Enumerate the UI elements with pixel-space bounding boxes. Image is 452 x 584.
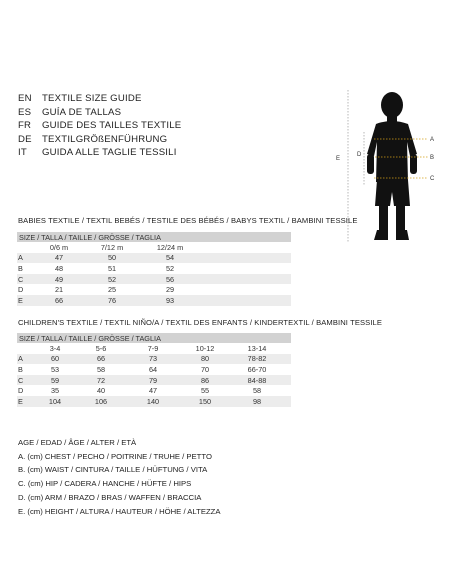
table-row [17, 284, 291, 295]
legend-item: A. (cm) CHEST / PECHO / POITRINE / TRUHE / PETTO [18, 451, 212, 461]
babies-section-title: BABIES TEXTILE / TEXTIL BEBÉS / TESTILE DES BÉBÉS / BABYS TEXTIL / BAMBINI TESSILE [18, 216, 358, 225]
table-cell: 79 [127, 375, 179, 386]
table-cell: 66-70 [247, 364, 267, 374]
language-row-it [18, 146, 181, 160]
table-cell: 58 [96, 364, 106, 374]
language-title: GUÍA DE TALLAS [42, 106, 122, 118]
language-title: GUIDE DES TAILLES TEXTILE [42, 120, 182, 132]
table-row [17, 364, 291, 375]
size-label: 7/12 m [100, 242, 124, 252]
legend-item: C. (cm) HIP / CADERA / HANCHE / HÜFTE / HIPS [18, 479, 192, 489]
legend-item: AGE / EDAD / ÂGE / ALTER / ETÀ [18, 438, 137, 447]
table-cell: 52 [165, 263, 175, 273]
language-title: TEXTILGRÖßENFÜHRUNG [42, 133, 168, 145]
table-row [17, 375, 291, 386]
language-code: DE [18, 133, 32, 145]
language-title: TEXTILE SIZE GUIDE [42, 93, 142, 104]
table-row [17, 274, 291, 285]
table-cell: 25 [107, 285, 117, 295]
size-header: SIZE / TALLA / TAILLE / GRÖSSE / TAGLIA [17, 333, 291, 343]
table-cell: 50 [83, 253, 141, 264]
table-cell: 40 [96, 386, 106, 396]
table-cell: 29 [165, 285, 175, 295]
table-cell: 66 [75, 354, 127, 365]
size-label: 7-9 [147, 343, 159, 353]
table-cell: 70 [200, 364, 210, 374]
table-row [17, 396, 291, 407]
hip-label: C [430, 176, 435, 182]
legend-item: B. (cm) WAIST / CINTURA / TAILLE / HÜFTUNG / VITA [18, 465, 208, 475]
table-cell: 35 [50, 386, 60, 396]
table-cell: 47 [35, 253, 83, 264]
table-cell: 76 [83, 295, 141, 306]
babies-size-table [17, 232, 291, 306]
language-row-fr [18, 119, 181, 133]
table-cell: 59 [35, 375, 75, 386]
row-label: D [18, 386, 24, 396]
table-cell: 78-82 [231, 354, 283, 365]
table-cell: 53 [50, 364, 60, 374]
waist-label: B [430, 155, 435, 161]
table-header-row [17, 333, 291, 343]
table-cell: 48 [54, 263, 64, 273]
child-silhouette-icon [330, 82, 440, 252]
table-cell: 140 [127, 396, 179, 407]
table-cell: 104 [35, 396, 75, 407]
language-code: FR [18, 120, 32, 132]
table-row [17, 253, 291, 264]
table-cell: 93 [141, 295, 199, 306]
table-cell: 150 [179, 396, 231, 407]
language-code: IT [18, 147, 27, 159]
table-cell: 66 [35, 295, 83, 306]
row-label: E [17, 295, 35, 306]
table-cell: 60 [35, 354, 75, 365]
table-row [17, 385, 291, 396]
children-section-title: CHILDREN'S TEXTILE / TEXTIL NIÑO/A / TEXTIL DES ENFANTS / KINDERTEXTIL / BAMBINI TESSILE [18, 318, 383, 327]
language-row-en [18, 92, 181, 106]
children-size-table [17, 333, 291, 407]
table-cell: 84-88 [231, 375, 283, 386]
chest-label: A [430, 137, 435, 143]
size-label: 10-12 [195, 343, 215, 353]
row-label: A [17, 253, 35, 264]
table-cell: 72 [75, 375, 127, 386]
table-row [17, 263, 291, 274]
measurement-figure [330, 82, 440, 252]
row-label: D [18, 285, 24, 295]
language-row-de [18, 133, 181, 147]
height-label: E [336, 156, 341, 162]
language-title-list [18, 92, 181, 160]
table-cell: 73 [127, 354, 179, 365]
arm-label: D [357, 152, 362, 158]
row-label: B [18, 263, 23, 273]
legend-item: E. (cm) HEIGHT / ALTURA / HAUTEUR / HÖHE / ALTEZZA [18, 506, 221, 516]
row-label: B [18, 364, 23, 374]
table-row [17, 242, 291, 253]
language-code: EN [18, 93, 32, 104]
table-cell: 98 [231, 396, 283, 407]
size-label: 5-6 [95, 343, 107, 353]
child-silhouette [367, 92, 417, 240]
measurement-legend [18, 436, 220, 518]
table-header-row [17, 232, 291, 242]
size-header: SIZE / TALLA / TAILLE / GRÖSSE / TAGLIA [17, 232, 291, 242]
table-cell: 106 [75, 396, 127, 407]
language-row-es [18, 106, 181, 120]
row-label: C [17, 274, 35, 285]
table-row [17, 343, 291, 354]
table-cell: 55 [200, 386, 210, 396]
size-label: 3-4 [49, 343, 61, 353]
row-label: A [17, 354, 35, 365]
table-row [17, 295, 291, 306]
table-cell: 52 [83, 274, 141, 285]
table-cell: 47 [148, 386, 158, 396]
legend-item: D. (cm) ARM / BRAZO / BRAS / WAFFEN / BRACCIA [18, 492, 202, 502]
table-cell: 80 [179, 354, 231, 365]
size-label: 12/24 m [156, 242, 184, 252]
table-cell: 54 [141, 253, 199, 264]
table-cell: 49 [35, 274, 83, 285]
row-label: E [17, 396, 35, 407]
language-title: GUIDA ALLE TAGLIE TESSILI [42, 147, 177, 159]
table-cell: 64 [148, 364, 158, 374]
language-code: ES [18, 106, 32, 118]
size-label: 13-14 [247, 343, 267, 353]
table-cell: 51 [107, 263, 117, 273]
table-cell: 56 [141, 274, 199, 285]
table-cell: 21 [54, 285, 64, 295]
table-cell: 86 [179, 375, 231, 386]
size-label: 0/6 m [49, 242, 69, 252]
table-row [17, 354, 291, 365]
row-label: C [17, 375, 35, 386]
table-cell: 58 [252, 386, 262, 396]
